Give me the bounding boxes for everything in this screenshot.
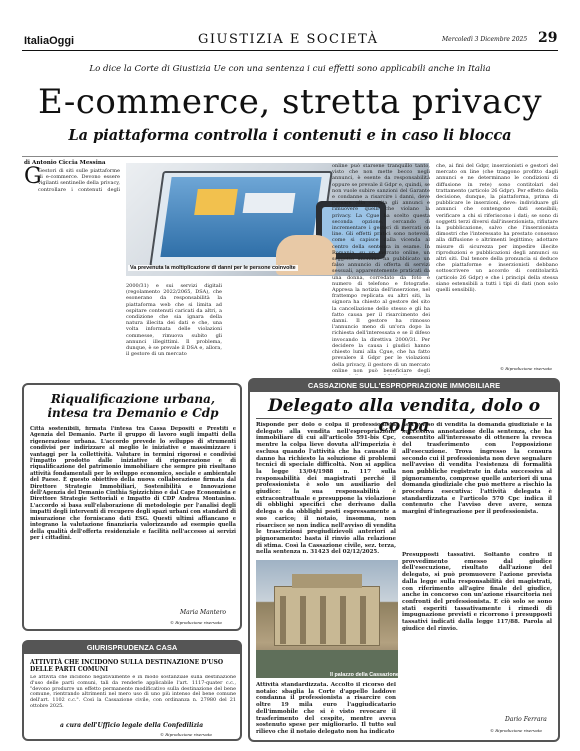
page-number: 29 xyxy=(538,30,558,46)
juris-repro: © Riproduzione riservata xyxy=(160,732,212,737)
cassazione-column-2b: Presupposti tassativi. Soltanto contro il provvedimento emesso dal giudice dell'esecuzione, risultato dall'azione del delegato, si può promuovere l'azione prevista dalla legge sulla responsabilità dei magistrati, con riferimento all'agire finale del giudice, anche in concorso con un'azione risarcitoria nei confronti del professionista. E ciò solo se sono stati esperiti tassativamente i rimedi di impugnazione previsti e ricorrono i presupposti tassativi indicati dalla legge 117/88. Parola al giudice del rinvio. xyxy=(402,552,552,632)
byline: di Antonio Ciccia Messina xyxy=(24,160,106,166)
urban-box-repro: © Riproduzione riservata xyxy=(170,620,222,625)
photo-caption: Va prevenuta la moltiplicazione di danni per le persone coinvolte xyxy=(130,265,296,271)
urban-box-body: Città sostenibili, firmata l'intesa tra Cassa Depositi e Prestiti e Agenzia del Demanio. Parte il gruppo di lavoro sugli impatti della rigenerazione urbana. L'accordo prevede lo sviluppo di strumenti condivisi per indirizzare al meglio le iniziative e massimizzare i vantaggi per la collettività. Valutare in termini rigorosi e condivisi l'impatto prodotto dalle iniziative di rigenerazione e di riqualificazione del patrimonio immobiliare che sempre più risultano attività fondamentali per lo sviluppo economico, sociale e ambientale del Paese. È questo obiettivo della nuova collaborazione firmata dal Direttore Strategie Immobiliari, Sostenibilità e Innovazione dell'Agenzia del Demanio Cinthia Spizzichino e dal Capo Economista e Direttore Strategie Settoriali e Impatto di CDP Andrea Montanino. L'accordo si basa sull'elaborazione di metodologie per l'analisi degli impatti degli interventi di recupero degli spazi urbani con standard di misurazione che forniscano dati ESG. Questi ultimi affiancano e integrano la valutazione finanziaria valorizzando ad esempio quella della qualità dell'offerta residenziale e facilità nell'accesso ai servizi per i cittadini. xyxy=(30,426,236,541)
urban-box-author: Maria Mantero xyxy=(180,609,227,616)
juris-body: Le attività che incidono negativamente e in modo sostanziale sulla destinazione d'uso delle parti comuni, tali da renderle applicabile l'art. 1117-quater c.c., "devono produrre un effetto permanente modificativo sulla destinazione del bene comune, rientrando altrimenti nel mero uso di uno più intenso del bene comune dell'art. 1102 c.c.". Così la Cassazione civile, con ordinanza n. 27980 del 21 ottobre 2025. xyxy=(30,675,236,709)
courthouse-photo xyxy=(256,560,398,678)
cassazione-title-rule xyxy=(256,418,552,419)
article-column-2b xyxy=(228,283,328,375)
title-rule xyxy=(22,156,558,157)
article-column-1-body xyxy=(24,192,120,374)
logo: ItaliaOggi xyxy=(24,35,75,47)
urban-box-title: Riqualificazione urbana, intesa tra Demanio e Cdp xyxy=(47,392,219,420)
cassazione-title: Delegato alla vendita, dolo o colpa xyxy=(267,396,541,436)
article-column-2: 2000/31) e sui servizi digitali (regolamento 2022/2065, DSA), che esonerano da responsabilità la piattaforma web che si limita ad ospitare contenuti caricati da altri, a condizione che sia ignara della natura illecita dei dati e che, una volta informata delle violazioni commesse, rimuova subito gli annunci illegittimi. Il problema, dunque, è se prevale il DSA e, allora, il gestore di un mercato xyxy=(126,283,222,358)
cassazione-author: Dario Ferrara xyxy=(505,716,547,723)
article-title: E-commerce, stretta privacy xyxy=(37,82,543,122)
cassazione-column-1b: Attività standardizzata. Accolto il ricorso del notaio: sbaglia la Corte d'appello laddove condanna il professionista a risarcire con oltre 19 mila euro l'aggiudicatario dell'immobile che si è visto revocare il trasferimento del cespite, mentre aveva sostenuto spese per migliorarlo. Il tutto sul rilievo che il notaio delegato non ha indicato xyxy=(256,682,396,735)
drop-cap: G xyxy=(24,164,42,189)
issue-date: Mercoledì 3 Dicembre 2025 xyxy=(442,36,528,43)
header-rule xyxy=(22,50,558,51)
article-column-1: Gestori di siti sulle piattaforme di e-commerce. Devono essere vigilanti sentinelle della privacy, controllare i contenuti degli xyxy=(38,168,120,192)
cassazione-repro: © Riproduzione riservata xyxy=(490,728,542,733)
juris-title: ATTIVITÀ CHE INCIDONO SULLA DESTINAZIONE D'USO DELLE PARTI COMUNI xyxy=(30,659,224,673)
kicker: Lo dice la Corte di Giustizia Ue con una sentenza i cui effetti sono applicabili anche in Italia xyxy=(89,64,491,74)
cassazione-column-2: nell'avviso di vendita la domanda giudiziale e la successiva annotazione della sentenza, che ha consentito all'interessato di ottenere la revoca del trasferimento con l'opposizione all'esecuzione. Trova ingresso la censura secondo cui il professionista non deve segnalare nell'avviso di vendita l'esistenza di formalità non pubbliche registrate in data successiva al pignoramento, comprese quelle anteriori di una domanda giudiziale che può mettere a rischio la procedura esecutiva: l'attività delegata è standardizzata e l'articolo 570 Cpc indica il contenuto che l'avviso deve avere, senza margini d'integrazione per il professionista. xyxy=(402,422,552,516)
cassazione-header: CASSAZIONE SULL'ESPROPRIAZIONE IMMOBILIARE xyxy=(250,380,558,392)
juris-header: GIURISPRUDENZA CASA xyxy=(24,642,240,654)
section-title: GIUSTIZIA E SOCIETÀ xyxy=(198,32,379,47)
courthouse-caption: Il palazzo della Cassazione xyxy=(330,672,399,678)
article-column-3: online può starsene tranquillo tanto, visto che non mette becco negli annunci, è esente da responsabilità oppure se prevale il Gdpr e, quindi, se non vuole subire sanzioni del Garante e condanne a risarcire i danni, deve passare alla cernita gli annunci e rimuovere quelli che violano la privacy. La Cgue ha scelto questa seconda opzione, cercando di incrementare i gestori di mercati on line. Gli effetti pratici sono notevoli, come si capisce dalla vicenda al centro della sentenza in esame. In Romania, su un mercato online, un soggetto anonimo ha pubblicato un falso annuncio di offerta di servizi sessuali, apparentemente praticati da una donna, corredato da foto e numero di telefono e fotografie. Appresa la notizia dell'inserzione, nel frattempo replicata su altri siti, la signora ha chiesto al gestore del sito la cancellazione dello stesso e gli ha fatto causa per il risarcimento dei danni. Il gestore ha rimosso l'annuncio meno di un'ora dopo la richiesta dell'interessata e se il difeso invocando la direttiva 2000/31. Per decidere la causa i giudici hanno chiesto lumi alla Cgue, che ha fatto prevalere il Gdpr per le violazioni della privacy, il gestore di un mercato online non può beneficiare degli xyxy=(332,163,430,374)
article-subtitle: La piattaforma controlla i contenuti e in caso li blocca xyxy=(68,127,512,144)
repro-note: © Riproduzione riservata xyxy=(500,366,552,371)
cassazione-column-1: Risponde per dolo o colpa il professionista delegato alla vendita nell'espropriazione immobiliare di cui all'articolo 591-bis Cpc, mentre la colpa lieve dovuta all'imperizia è esclusa quando l'attività che ha causato il danno ha richiesto la soluzione di problemi tecnici di speciale difficoltà. Non si applica la legge 13/04/1988 n. 117 sulla responsabilità dei magistrati perché il professionista è solo un ausiliario del giudice: la sua responsabilità è extracontrattuale e presuppone la violazione di obblighi specifici che derivano dalla delega o da obblighi posti espressamente a suo carico; il notaio, insomma, non risarcisce se non indica nell'avviso di vendita le trascrizioni pregiudizievoli anteriori al pignoramento: basta il rinvio alla relazione di stima. Così la Cassazione civile, sez. terza, nella sentenza n. 31423 del 02/12/2025. xyxy=(256,422,396,556)
article-column-4: che, ai fini del Gdpr, inserzionisti e gestori del mercato on line (che traggono profitto dagli annunci e ne determinano le condizioni di diffusione in rete) sono contitolari del trattamento (articolo 26 Gdpr). Per effetto della decisione, dunque, la piattaforma, prima di pubblicare le inserzioni, deve: individuare gli annunci che contengono dati sensibili; verificare a chi si riferiscono i dati; se sono di soggetti terzi diversi dall'inserzionista, rifiutare la pubblicazione, salvo che l'inserzionista dimostri che l'interessato ha prestato consenso alla diffusione o altrimenti legittimo; adottare misure di sicurezza per impedire illecite riproduzioni e pubblicazioni degli annunci su altri siti. Dal tenore della pronuncia si deduce che piattaforme e inserzionisti debbano sottoscrivere un accordo di contitolarità (articolo 26 Gdpr) e che i principi della stessa siano estensibili a tutti i tipi di dati (non solo quelli sensibili). xyxy=(436,163,558,294)
juris-author: a cura dell'Ufficio legale della Confedilizia xyxy=(60,722,204,729)
